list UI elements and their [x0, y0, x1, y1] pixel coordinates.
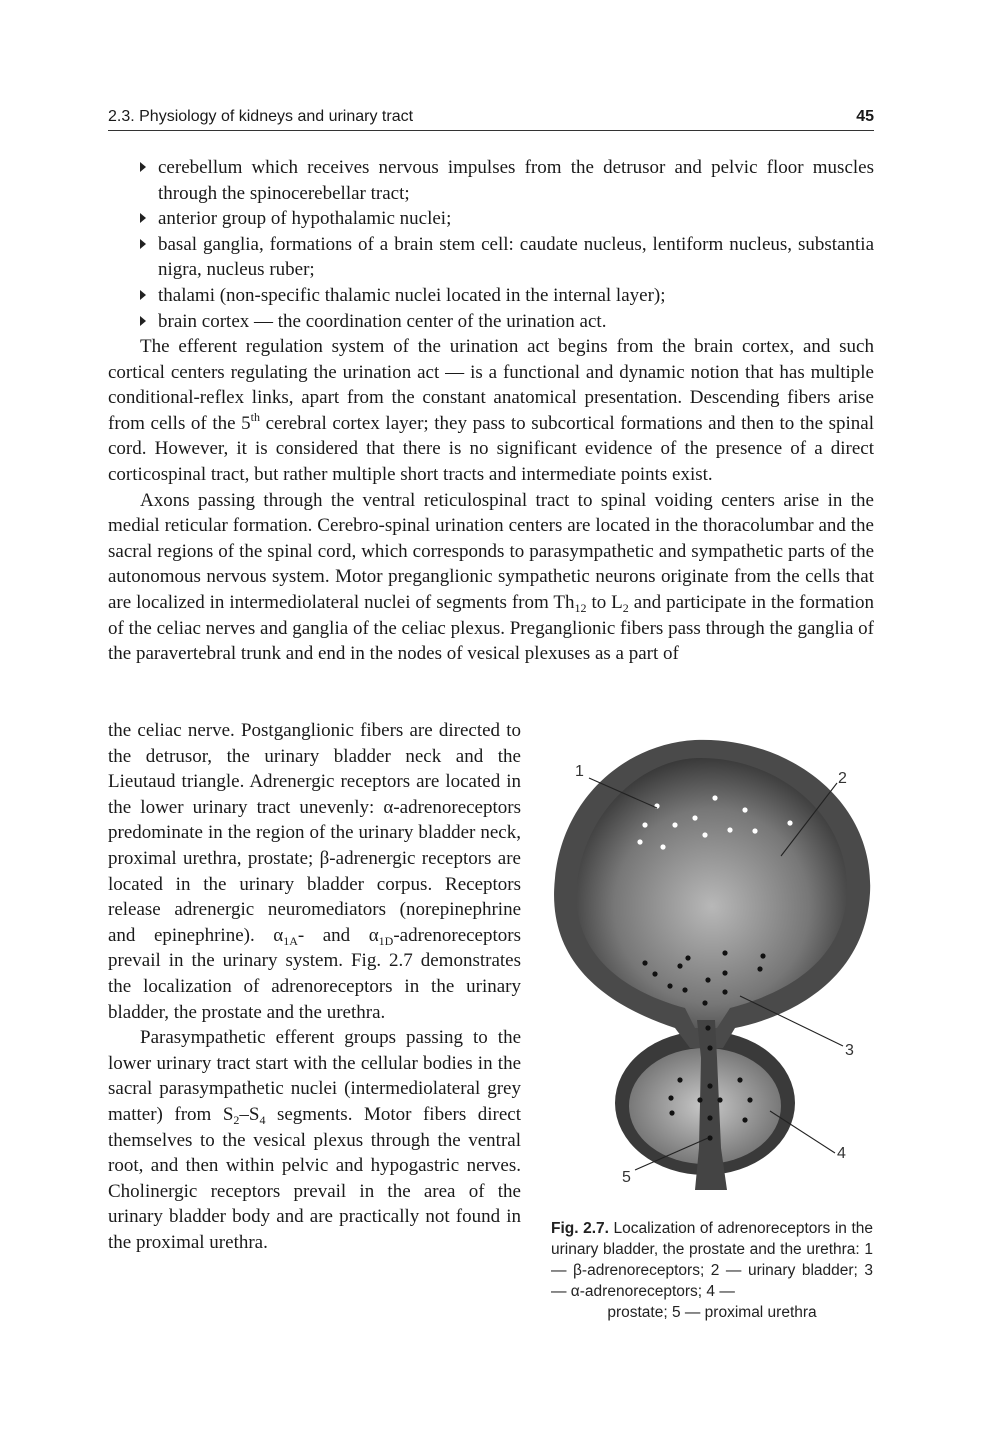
caption-text: Localization of adrenoreceptors in the urinary bladder, the prostate and the urethra: 1 — β-adrenoreceptors; 2 — urinary bladder; 3 — α-adrenoreceptors; 4 —	[551, 1220, 873, 1300]
bullet-arrow-icon	[140, 316, 146, 326]
paragraph-efferent: The efferent regulation system of the urination act begins from the brain cortex, and such cortical centers regulating the urination act — is a functional and dynamic notion that has multiple conditional-reflex links, apart from the constant anatomical presentation. Descending fibers arise from cells of the 5th cerebral cortex layer; they pass to subcortical formations and then to the spinal cord. However, it is considered that there is no significant evidence of the presence of a direct corticospinal tract, but rather multiple short tracts and intermediate points exist.	[108, 336, 875, 485]
bullet-arrow-icon	[140, 239, 146, 249]
beta-receptor-dot	[642, 822, 647, 827]
beta-receptor-dot	[752, 828, 757, 833]
list-item: basal ganglia, formations of a brain stem cell: caudate nucleus, lentiform nucleus, substantia nigra, nucleus ruber;	[108, 232, 874, 283]
section-title: 2.3. Physiology of kidneys and urinary tract	[108, 108, 414, 125]
alpha-receptor-dot	[677, 963, 682, 968]
label-4: 4	[837, 1145, 846, 1162]
bladder-figure	[545, 728, 880, 1208]
bullet-list	[108, 155, 874, 334]
alpha-receptor-dot	[668, 1095, 673, 1100]
alpha-receptor-dot	[717, 1097, 722, 1102]
alpha-receptor-dot	[760, 953, 765, 958]
beta-receptor-dot	[637, 839, 642, 844]
list-item: thalami (non-specific thalamic nuclei located in the internal layer);	[108, 283, 874, 309]
alpha-receptor-dot	[737, 1077, 742, 1082]
label-3: 3	[845, 1042, 854, 1059]
beta-receptor-dot	[727, 827, 732, 832]
alpha-receptor-dot	[705, 1025, 710, 1030]
bullet-arrow-icon	[140, 290, 146, 300]
alpha-receptor-dot	[707, 1115, 712, 1120]
alpha-receptor-dot	[707, 1135, 712, 1140]
alpha-receptor-dot	[652, 971, 657, 976]
label-5: 5	[622, 1169, 631, 1186]
label-1: 1	[575, 763, 584, 780]
alpha-receptor-dot	[705, 977, 710, 982]
left-column-text	[108, 718, 521, 1255]
running-header	[108, 108, 874, 131]
beta-receptor-dot	[692, 815, 697, 820]
beta-receptor-dot	[712, 795, 717, 800]
paragraph-axons: Axons passing through the ventral reticulospinal tract to spinal voiding centers arise in the medial reticular formation. Cerebro-spinal urination centers are located in the thoracolumbar and the sacral regions of the spinal cord, which corresponds to parasympathetic and sympathetic parts of the autonomous nervous system. Motor preganglionic sympathetic neurons originate from the cells that are localized in intermediolateral nuclei of segments from $Th_{12}$ to $L_2$ and participate in the formation of the celiac nerves and ganglia of the celiac plexus. Preganglionic fibers pass through the ganglia of the paravertebral trunk and end in the nodes of vesical plexuses as a part of	[108, 489, 874, 665]
bullet-arrow-icon	[140, 213, 146, 223]
alpha-receptor-dot	[722, 989, 727, 994]
alpha-receptor-dot	[667, 983, 672, 988]
beta-receptor-dot	[702, 832, 707, 837]
caption-label: Fig. 2.7.	[551, 1220, 609, 1237]
paragraph-parasympathetic: Parasympathetic efferent groups passing to the lower urinary tract start with the cellular bodies in the sacral parasympathetic nuclei (intermediolateral grey matter) from $S_2-S_4$ segments. Motor fibers direct themselves to the vesical plexus through the ventral root, and then within pelvic and hypogastric nerves. Cholinergic receptors prevail in the area of the urinary bladder body and are practically not found in the proximal urethra.	[108, 1027, 521, 1253]
label-2: 2	[838, 770, 847, 787]
alpha-receptor-dot	[707, 1045, 712, 1050]
beta-receptor-dot	[787, 820, 792, 825]
list-item: brain cortex — the coordination center of the urination act.	[108, 309, 874, 335]
alpha-receptor-dot	[685, 955, 690, 960]
beta-receptor-dot	[742, 807, 747, 812]
beta-receptor-dot	[660, 844, 665, 849]
alpha-receptor-dot	[669, 1110, 674, 1115]
caption-last-line: prostate; 5 — proximal urethra	[607, 1304, 817, 1321]
alpha-receptor-dot	[722, 950, 727, 955]
alpha-receptor-dot	[742, 1117, 747, 1122]
alpha-receptor-dot	[677, 1077, 682, 1082]
alpha-receptor-dot	[642, 960, 647, 965]
page-number: 45	[856, 108, 874, 125]
list-item: anterior group of hypothalamic nuclei;	[108, 206, 874, 232]
alpha-receptor-dot	[682, 987, 687, 992]
full-width-text	[108, 334, 874, 667]
alpha-receptor-dot	[697, 1097, 702, 1102]
list-item: cerebellum which receives nervous impulses from the detrusor and pelvic floor muscles through the spinocerebellar tract;	[108, 155, 874, 206]
alpha-receptor-dot	[747, 1097, 752, 1102]
alpha-receptor-dot	[757, 966, 762, 971]
figure-caption	[551, 1218, 873, 1323]
beta-receptor-dot	[672, 822, 677, 827]
alpha-receptor-dot	[707, 1083, 712, 1088]
paragraph-postganglionic: the celiac nerve. Postganglionic fibers are directed to the detrusor, the urinary bladder neck and the Lieutaud triangle. Adrenergic receptors are located in the lower urinary tract unevenly: α-adrenoreceptors predominate in the region of the urinary bladder neck, proximal urethra, prostate; β-adrenergic receptors are located in the urinary bladder corpus. Receptors release adrenergic neuromediators (norepinephrine and epinephrine). $\alpha_{1A}-$ and $\alpha_{1D}$-adrenoreceptors prevail in the urinary system. Fig. 2.7 demonstrates the localization of adrenoreceptors in the urinary bladder, the prostate and the urethra.	[108, 720, 521, 1023]
bullet-arrow-icon	[140, 162, 146, 172]
alpha-receptor-dot	[722, 970, 727, 975]
alpha-receptor-dot	[702, 1000, 707, 1005]
